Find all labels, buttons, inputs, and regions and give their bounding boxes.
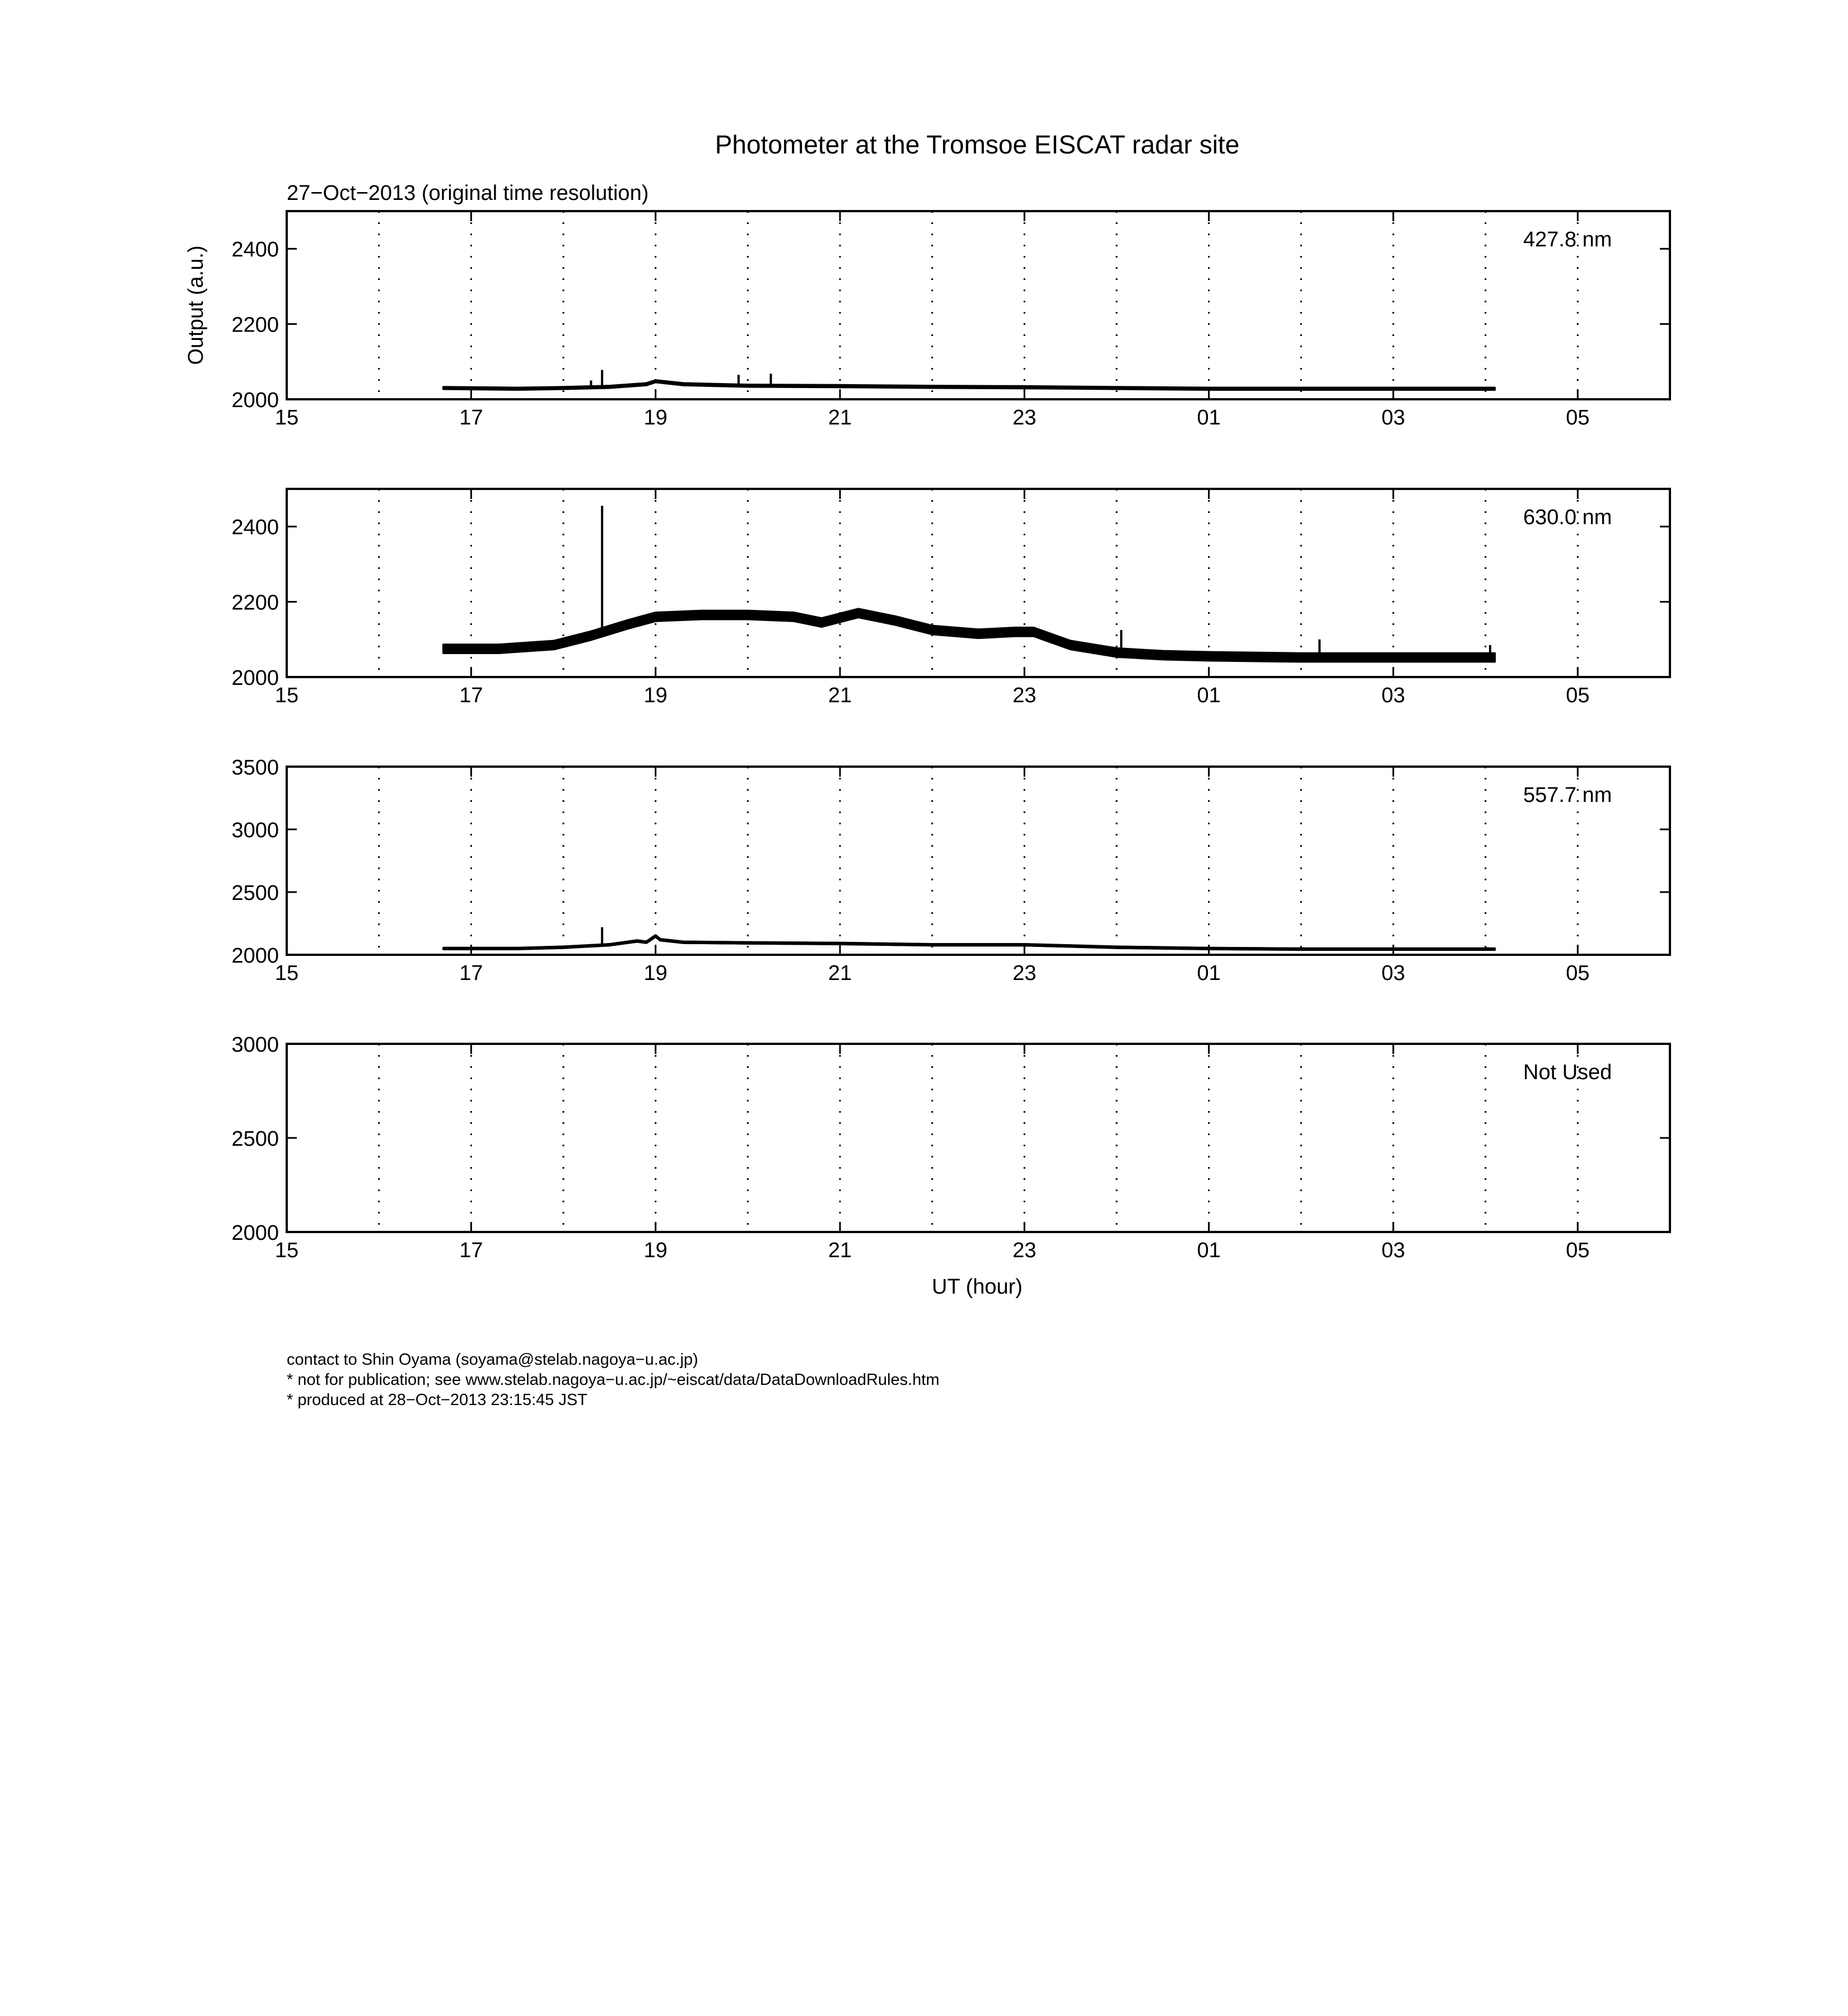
x-tick-label: 21: [828, 1239, 852, 1262]
x-tick-label: 15: [274, 1239, 299, 1262]
y-tick-label: 2000: [231, 666, 279, 690]
x-tick-label: 17: [459, 684, 483, 707]
x-tick-label: 17: [459, 1239, 483, 1262]
x-tick-label: 05: [1566, 962, 1590, 985]
x-tick-label: 19: [643, 406, 668, 430]
y-tick-label: 3000: [231, 819, 279, 842]
plot-frame: [287, 211, 1670, 399]
channel-label: 630.0 nm: [1523, 506, 1612, 529]
x-tick-label: 17: [459, 406, 483, 430]
x-tick-label: 05: [1566, 684, 1590, 707]
y-tick-label: 2400: [231, 238, 279, 262]
x-tick-label: 17: [459, 962, 483, 985]
x-tick-label: 01: [1197, 684, 1221, 707]
x-tick-label: 23: [1012, 684, 1037, 707]
y-tick-label: 2500: [231, 881, 279, 905]
panel-3: [231, 756, 1670, 985]
chart-subtitle: 27−Oct−2013 (original time resolution): [287, 181, 649, 205]
plot-frame: [287, 1044, 1670, 1232]
panel-4: [231, 1033, 1670, 1262]
x-tick-label: 19: [643, 1239, 668, 1262]
x-tick-label: 21: [828, 962, 852, 985]
x-tick-label: 15: [274, 962, 299, 985]
footer-contact: contact to Shin Oyama (soyama@stelab.nagoya−u.ac.jp): [287, 1351, 698, 1369]
x-tick-label: 01: [1197, 406, 1221, 430]
x-tick-label: 23: [1012, 1239, 1037, 1262]
x-tick-label: 03: [1381, 962, 1406, 985]
y-tick-label: 2000: [231, 389, 279, 412]
y-tick-label: 2400: [231, 516, 279, 540]
footer-produced-at: * produced at 28−Oct−2013 23:15:45 JST: [287, 1391, 587, 1409]
y-tick-label: 2000: [231, 944, 279, 968]
y-tick-label: 2000: [231, 1221, 279, 1245]
x-tick-label: 23: [1012, 962, 1037, 985]
footer-publication-note: * not for publication; see www.stelab.nagoya−u.ac.jp/~eiscat/data/DataDownloadRules.htm: [287, 1371, 940, 1389]
channel-label: 557.7 nm: [1523, 783, 1612, 807]
chart-title: Photometer at the Tromsoe EISCAT radar site: [715, 130, 1240, 159]
x-tick-label: 19: [643, 962, 668, 985]
plot-frame: [287, 767, 1670, 955]
panel-2: [231, 489, 1670, 707]
x-tick-label: 21: [828, 684, 852, 707]
y-tick-label: 2200: [231, 313, 279, 337]
x-tick-label: 15: [274, 406, 299, 430]
x-tick-label: 01: [1197, 962, 1221, 985]
y-tick-label: 2200: [231, 591, 279, 615]
x-tick-label: 05: [1566, 1239, 1590, 1262]
x-tick-label: 03: [1381, 684, 1406, 707]
x-tick-label: 05: [1566, 406, 1590, 430]
y-tick-label: 2500: [231, 1127, 279, 1151]
y-axis-label: Output (a.u.): [184, 245, 208, 365]
x-axis-label: UT (hour): [932, 1275, 1023, 1299]
x-tick-label: 23: [1012, 406, 1037, 430]
x-tick-label: 15: [274, 684, 299, 707]
channel-label: 427.8 nm: [1523, 228, 1612, 251]
x-tick-label: 01: [1197, 1239, 1221, 1262]
panels-group: [231, 211, 1670, 1262]
channel-label: Not Used: [1523, 1061, 1612, 1084]
x-tick-label: 19: [643, 684, 668, 707]
x-tick-label: 03: [1381, 1239, 1406, 1262]
panel-1: [231, 211, 1670, 430]
y-tick-label: 3000: [231, 1033, 279, 1057]
x-tick-label: 03: [1381, 406, 1406, 430]
x-tick-label: 21: [828, 406, 852, 430]
y-tick-label: 3500: [231, 756, 279, 780]
